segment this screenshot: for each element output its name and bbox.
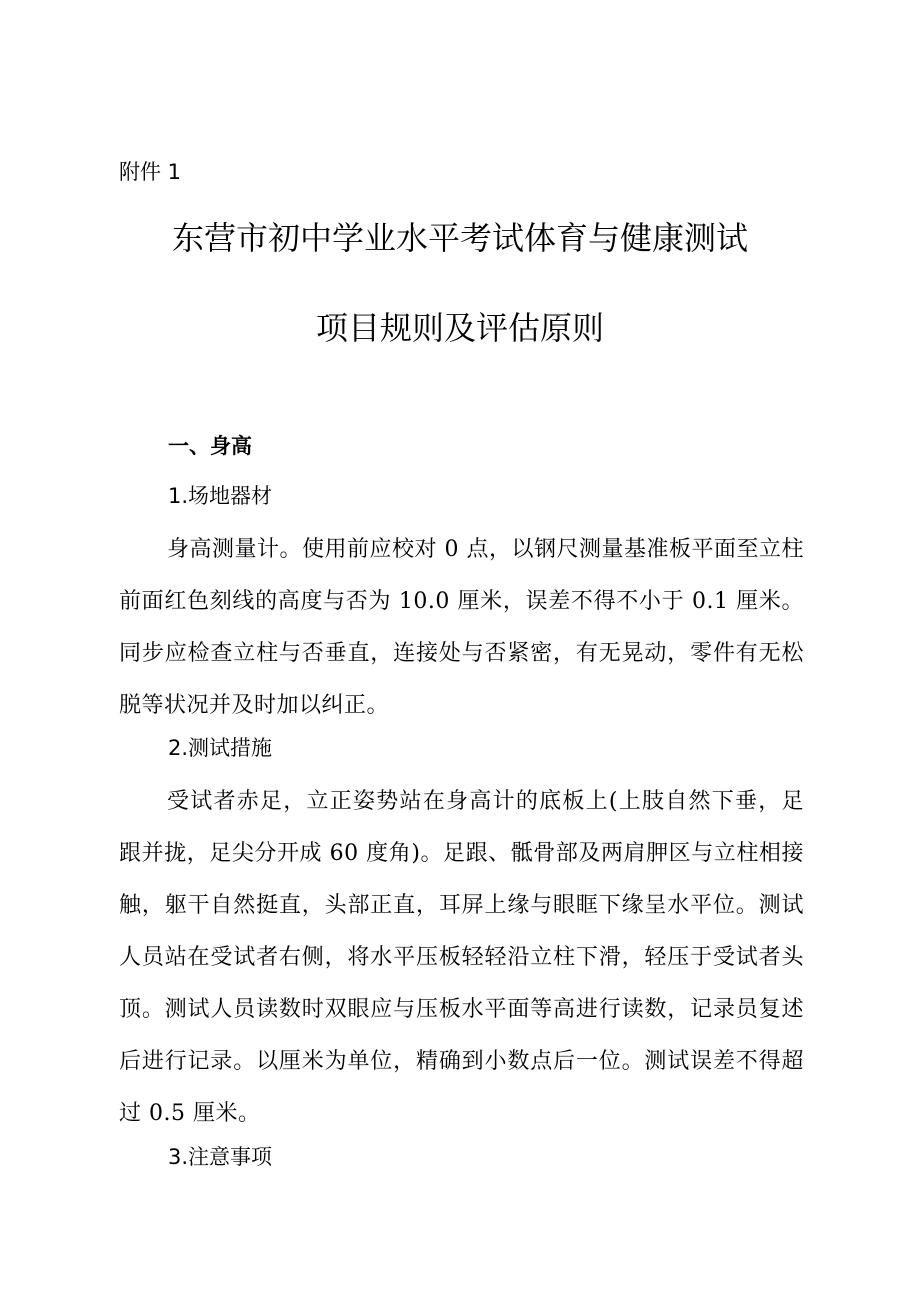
paragraph-method: 受试者赤足，立正姿势站在身高计的底板上(上肢自然下垂，足跟并拢，足尖分开成 60 度角)。足跟、骶骨部及两肩胛区与立柱相接触，躯干自然挺直，头部正直，耳屏上缘与眼眶下缘呈水平位。测试人员站在受试者右侧，将水平压板轻轻沿立柱下滑，轻压于受试者头顶。测试人员读数时双眼应与压板水平面等高进行读数，记录员复述后进行记录。以厘米为单位，精确到小数点后一位。测试误差不得超过 0.5 厘米。 [119, 789, 804, 1126]
document-title-line-2: 项目规则及评估原则 [315, 309, 604, 347]
paragraph-equipment: 身高测量计。使用前应校对 0 点，以钢尺测量基准板平面至立柱前面红色刻线的高度与否为 10.0 厘米，误差不得不小于 0.1 厘米。同步应检查立柱与否垂直，连接处与否紧密，有无晃动，零件有无松脱等状况并及时加以纠正。 [119, 537, 804, 718]
section-heading-height: 一、身高 [168, 434, 252, 458]
attachment-label: 附件 1 [119, 160, 182, 184]
subsection-heading-equipment: 1.场地器材 [168, 484, 273, 508]
document-title-line-1: 东营市初中学业水平考试体育与健康测试 [171, 219, 748, 257]
subsection-heading-method: 2.测试措施 [168, 736, 273, 760]
subsection-heading-notes: 3.注意事项 [168, 1145, 273, 1169]
